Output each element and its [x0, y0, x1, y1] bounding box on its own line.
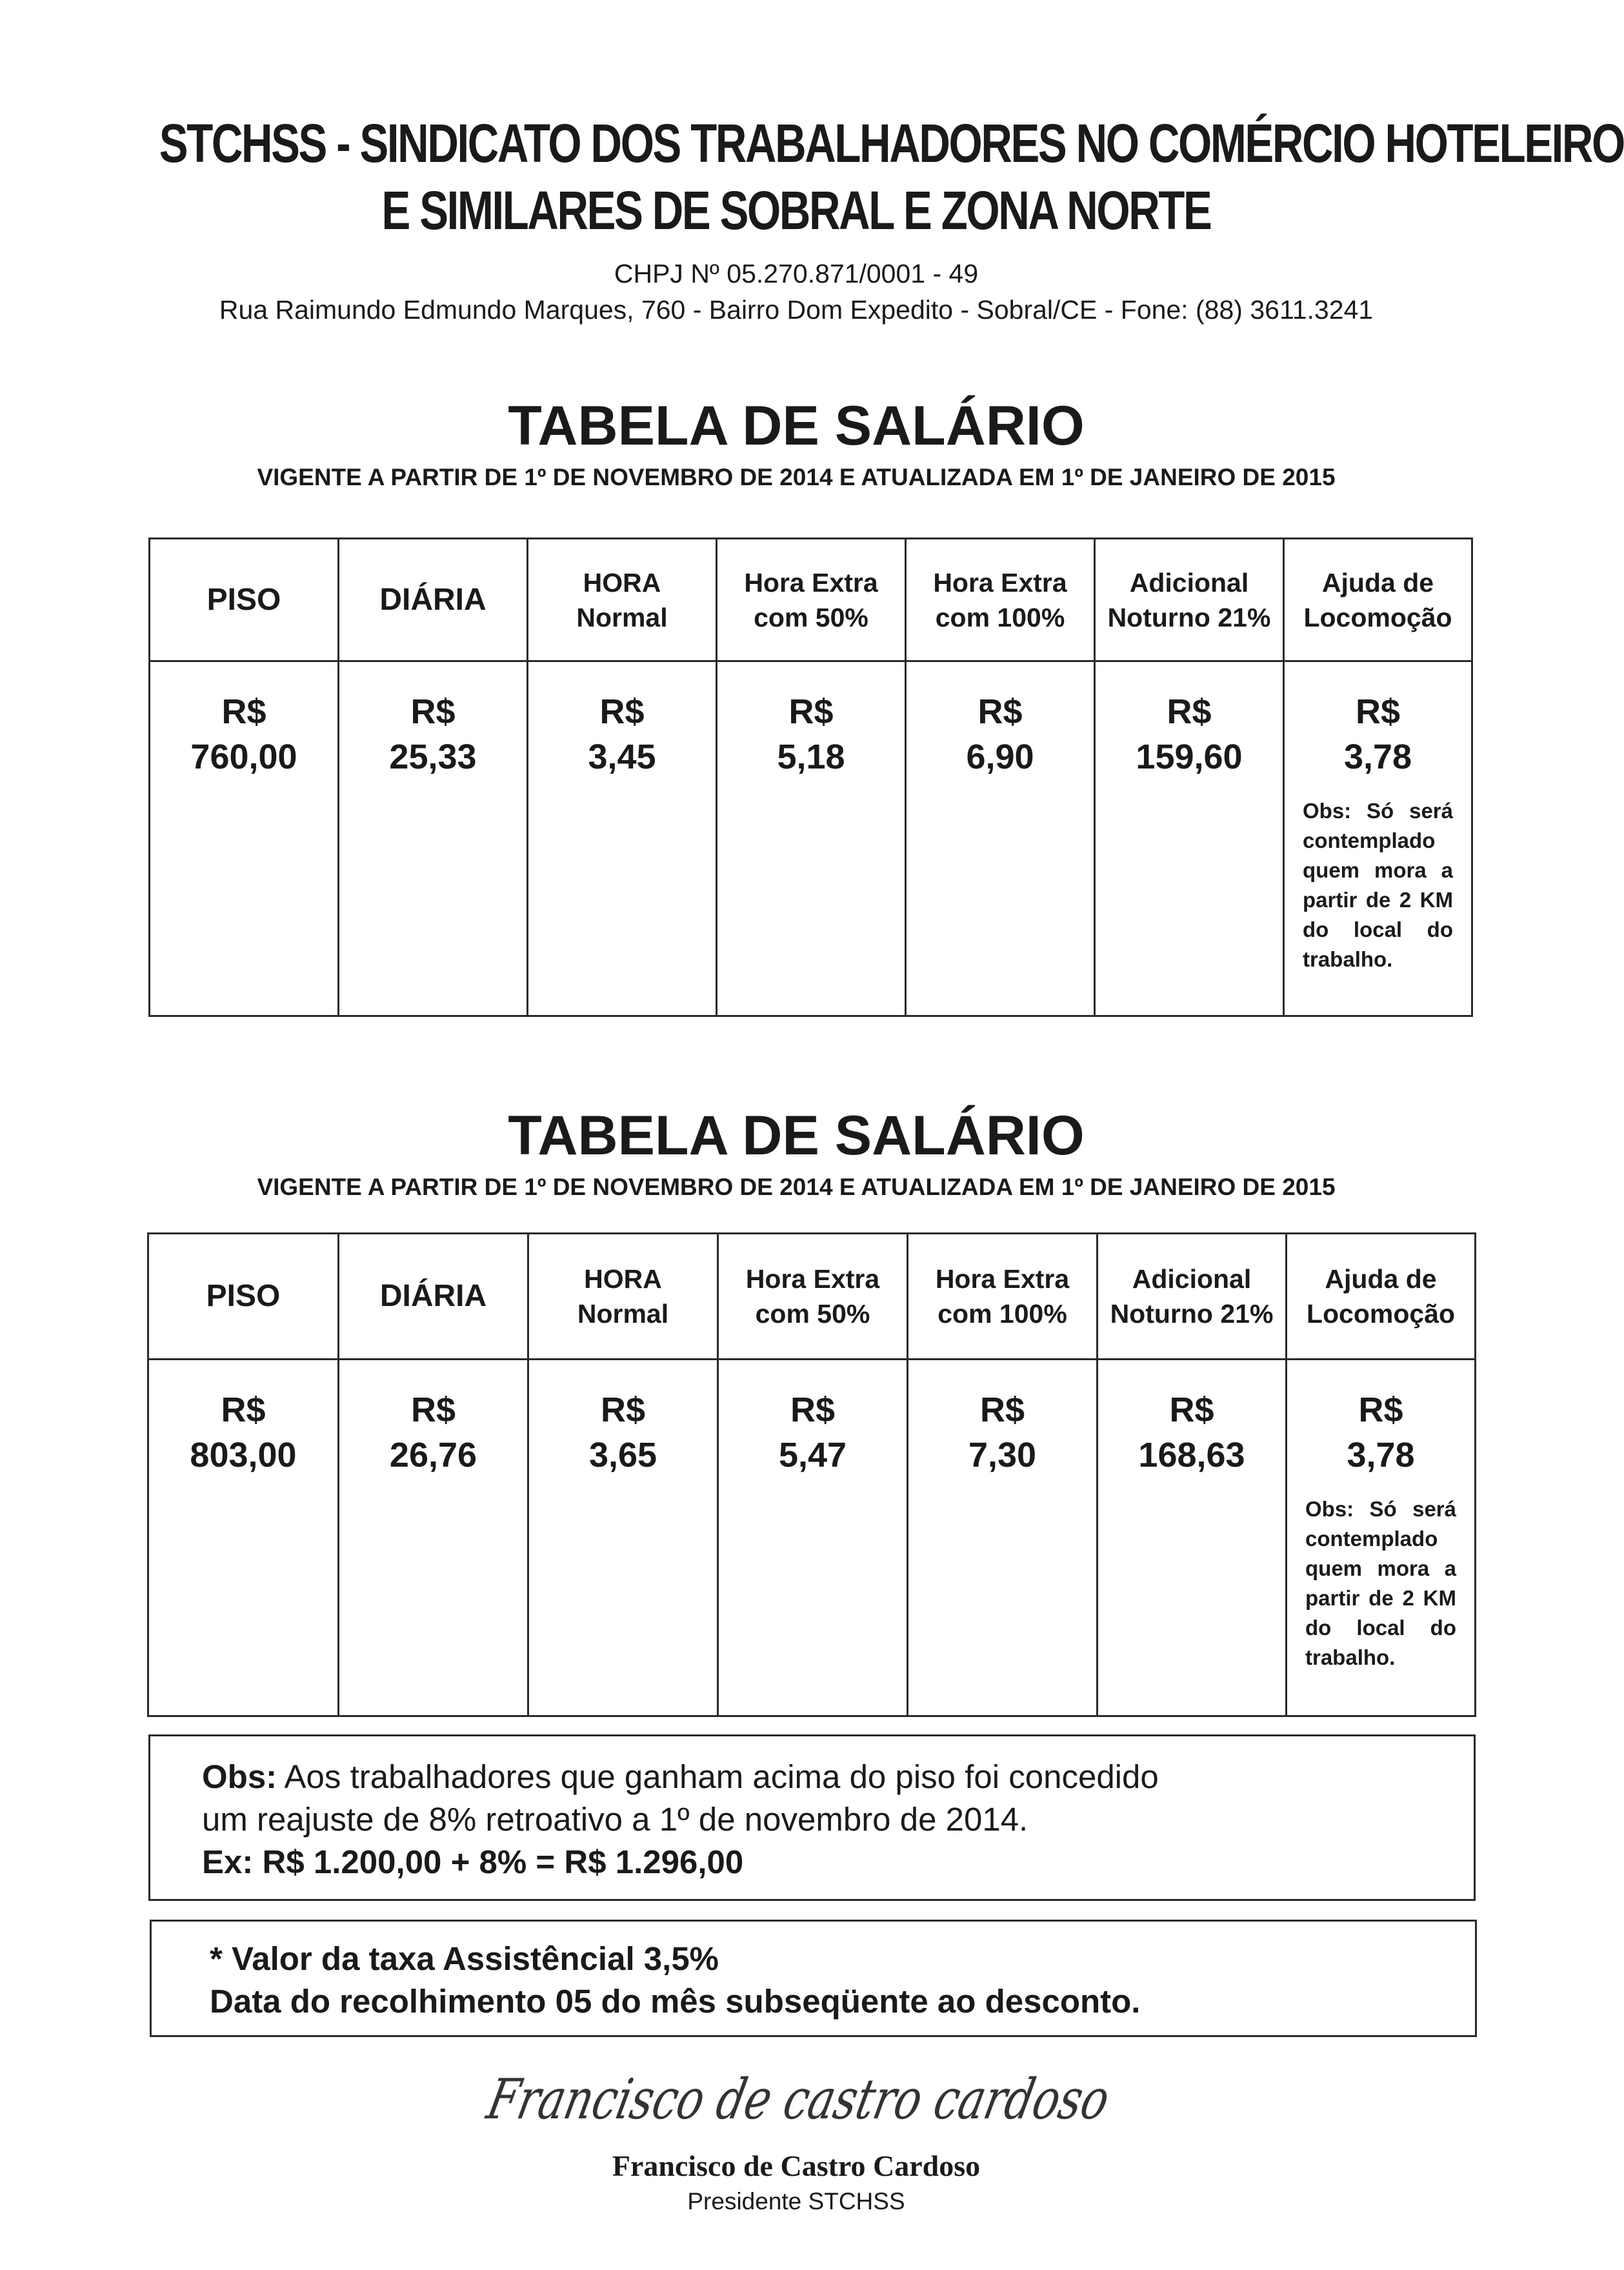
- tax-date-line: Data do recolhimento 05 do mês subseqüente ao desconto.: [210, 1983, 1141, 2020]
- table-2-subtitle: VIGENTE A PARTIR DE 1º DE NOVEMBRO DE 2014 E ATUALIZADA EM 1º DE JANEIRO DE 2015: [257, 1174, 1336, 1200]
- obs-line-1: [202, 1756, 1474, 1798]
- value-cell-hora-extra-100: R$ 6,90: [906, 661, 1095, 1016]
- org-name-line-1: STCHSS - SINDICATO DOS TRABALHADORES NO COMÉRCIO HOTELEIRO: [159, 113, 1624, 174]
- value-cell-ajuda-locomocao: R$ 3,78 Obs: Só será contemplado quem mora a partir de 2 KM do local do trabalho.: [1284, 661, 1472, 1016]
- value-cell-hora-normal: R$ 3,65: [528, 1360, 718, 1716]
- table-1-subtitle: VIGENTE A PARTIR DE 1º DE NOVEMBRO DE 2014 E ATUALIZADA EM 1º DE JANEIRO DE 2015: [257, 464, 1336, 490]
- header-cell-hora-extra-100: Hora Extra com 100%: [906, 539, 1095, 661]
- header-cell-piso: PISO: [148, 1234, 339, 1360]
- address: Rua Raimundo Edmundo Marques, 760 - Bairro Dom Expedito - Sobral/CE - Fone: (88) 3611.3241: [219, 295, 1374, 325]
- table-1-title: TABELA DE SALÁRIO: [508, 395, 1085, 457]
- header-cell-adicional-noturno: Adicional Noturno 21%: [1098, 1234, 1287, 1360]
- salary-table-2: [147, 1232, 1476, 1717]
- value-cell-hora-normal: R$ 3,45: [528, 661, 717, 1016]
- value-cell-hora-extra-50: R$ 5,47: [718, 1360, 908, 1716]
- signer-name: Francisco de Castro Cardoso: [612, 2149, 981, 2182]
- header-cell-ajuda-locomocao: Ajuda de Locomoção: [1284, 539, 1472, 661]
- header-cell-diaria: DIÁRIA: [339, 539, 528, 661]
- header-cell-diaria: DIÁRIA: [339, 1234, 528, 1360]
- header-cell-hora-normal: HORA Normal: [528, 539, 717, 661]
- value-cell-hora-extra-100: R$ 7,30: [908, 1360, 1098, 1716]
- org-name-line-2: E SIMILARES DE SOBRAL E ZONA NORTE: [381, 180, 1211, 241]
- table-header-row: [150, 539, 1472, 661]
- table-value-row: [150, 661, 1472, 1016]
- locomocao-note: Obs: Só será contemplado quem mora a partir de 2 KM do local do trabalho.: [1303, 799, 1453, 971]
- svg-text:Francisco de castro cardoso: Francisco de castro cardoso: [481, 2066, 1289, 2132]
- value-cell-diaria: R$ 26,76: [339, 1360, 528, 1716]
- header-cell-hora-extra-50: Hora Extra com 50%: [717, 539, 906, 661]
- document-header: [0, 110, 1624, 328]
- header-cell-hora-normal: HORA Normal: [528, 1234, 718, 1360]
- table-2-title: TABELA DE SALÁRIO: [508, 1105, 1085, 1167]
- header-cell-hora-extra-50: Hora Extra com 50%: [718, 1234, 908, 1360]
- cnpj: CHPJ Nº 05.270.871/0001 - 49: [614, 259, 979, 288]
- header-cell-piso: PISO: [150, 539, 339, 661]
- tax-box: [150, 1920, 1477, 2037]
- value-cell-piso: R$ 803,00: [148, 1360, 339, 1716]
- value-cell-adicional-noturno: R$ 168,63: [1098, 1360, 1287, 1716]
- header-cell-adicional-noturno: Adicional Noturno 21%: [1095, 539, 1284, 661]
- table-value-row: [148, 1360, 1476, 1716]
- tax-rate-line: * Valor da taxa Assistêncial 3,5%: [210, 1940, 719, 1977]
- value-cell-piso: R$ 760,00: [150, 661, 339, 1016]
- value-cell-hora-extra-50: R$ 5,18: [717, 661, 906, 1016]
- value-cell-ajuda-locomocao: R$ 3,78 Obs: Só será contemplado quem mora a partir de 2 KM do local do trabalho.: [1287, 1360, 1476, 1716]
- table-header-row: [148, 1234, 1476, 1360]
- header-cell-ajuda-locomocao: Ajuda de Locomoção: [1287, 1234, 1476, 1360]
- handwritten-signature: [477, 2062, 1289, 2145]
- value-cell-adicional-noturno: R$ 159,60: [1095, 661, 1284, 1016]
- obs-label: Obs:: [202, 1758, 277, 1795]
- obs-text: Aos trabalhadores que ganham acima do piso foi concedido: [277, 1758, 1159, 1795]
- locomocao-note: Obs: Só será contemplado quem mora a partir de 2 KM do local do trabalho.: [1305, 1497, 1456, 1669]
- salary-table-1: [148, 537, 1473, 1017]
- header-cell-hora-extra-100: Hora Extra com 100%: [908, 1234, 1098, 1360]
- obs-box: [148, 1734, 1476, 1901]
- obs-example: Ex: R$ 1.200,00 + 8% = R$ 1.296,00: [202, 1843, 744, 1880]
- obs-line-2: um reajuste de 8% retroativo a 1º de novembro de 2014.: [202, 1801, 1028, 1838]
- signer-role: Presidente STCHSS: [687, 2188, 905, 2215]
- value-cell-diaria: R$ 25,33: [339, 661, 528, 1016]
